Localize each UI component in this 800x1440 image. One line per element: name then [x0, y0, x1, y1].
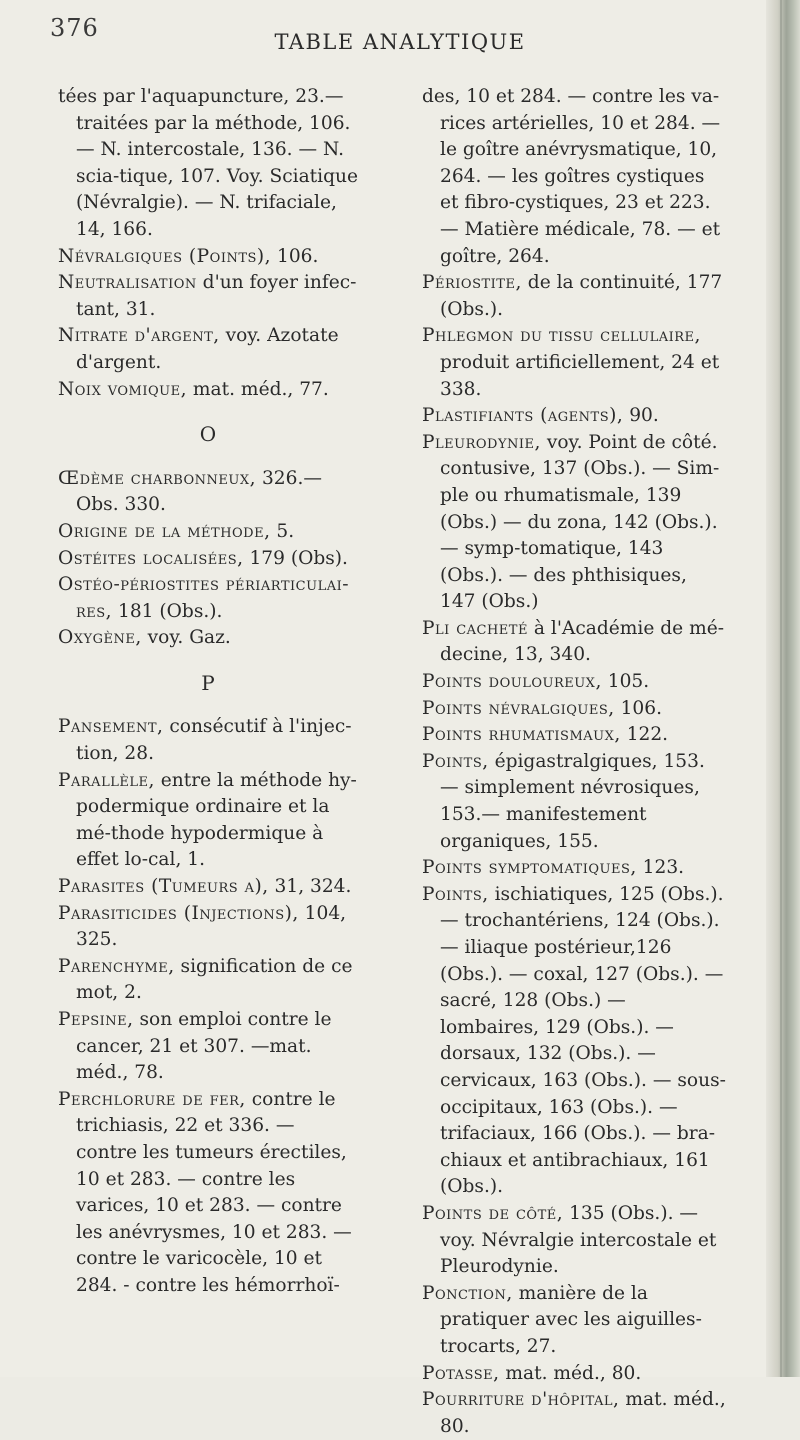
entry-text: 135 (Obs.). — voy. Névralgie intercostale et Pleurodynie. — [440, 1202, 717, 1278]
index-entry — [422, 1361, 727, 1388]
index-entry — [422, 696, 727, 723]
entry-text: 106. — [614, 697, 662, 719]
index-entry — [58, 714, 358, 767]
entry-heading: Points douloureux, — [422, 671, 602, 693]
entry-text: 90. — [623, 405, 659, 427]
entry-heading: Ostéites localisées, — [58, 547, 244, 569]
entry-text: à l'Académie de mé-decine, 13, 340. — [440, 617, 724, 666]
entry-text: 122. — [620, 724, 669, 746]
entry-text: voy. Azotate d'argent. — [76, 325, 339, 373]
page-edge-line — [780, 0, 782, 1377]
entry-text: mat. méd., 80. — [440, 1389, 726, 1437]
entry-heading: Névralgiques (Points), — [58, 245, 272, 267]
index-entry — [422, 403, 727, 430]
entry-heading: Potasse, — [422, 1362, 500, 1384]
entry-heading: Pourriture d'hôpital, — [422, 1389, 620, 1411]
index-entry — [58, 519, 358, 546]
entry-heading: Origine de la méthode, — [58, 520, 271, 542]
entry-heading: Neutralisation — [58, 272, 197, 294]
entry-heading: Ponction, — [422, 1282, 513, 1304]
index-entry — [422, 855, 727, 882]
running-head: TABLE ANALYTIQUE — [274, 30, 526, 54]
entry-text: d'un foyer infec-tant, 31. — [76, 272, 357, 320]
entry-text: ischiatiques, 125 (Obs.). — trochantériens, 124 (Obs.). — iliaque postérieur,126 (Obs.). — coxal, 127 (Obs.). — sacré, 128 (Obs.) — lombaires, 129 (Obs.). — dorsaux, 132 (Obs.). — cervicaux, 163 (Obs.). — sous-occipitaux, 163 (Obs.). — trifaciaux, 166 (Obs.). — bra-chiaux et antibrachiaux, 161 (Obs.). — [440, 883, 726, 1198]
entry-text: des, 10 et 284. — contre les va-rices artérielles, 10 et 284. — le goître anévrysmatique, 10, 264. — les goîtres cystiques et fibro-cystiques, 23 et 223. — Matière médicale, 78. — et goître, 264. — [422, 86, 721, 267]
entry-heading: Pleurodynie, — [422, 431, 541, 453]
section-letter: P — [201, 670, 215, 695]
entry-heading: Pansement, — [58, 716, 164, 738]
index-entry — [422, 84, 727, 270]
entry-text: 123. — [636, 857, 685, 879]
index-entry — [422, 616, 727, 669]
entry-heading: Plastifiants (agents), — [422, 405, 624, 427]
entry-heading: Parallèle, — [58, 769, 155, 791]
entry-text: produit artificiellement, 24 et 338. — [440, 351, 720, 400]
index-entry — [58, 84, 358, 244]
index-entry — [58, 901, 358, 954]
entry-heading: Points de côté, — [422, 1202, 564, 1224]
entry-heading: Ostéo-périostites périarticulai-res, — [58, 574, 350, 622]
entry-heading: Parasites (Tumeurs a), — [58, 876, 269, 898]
entry-heading: Parenchyme, — [58, 955, 175, 977]
index-entry — [58, 466, 358, 519]
index-entry — [58, 1007, 358, 1087]
entry-heading: Perchlorure de fer, — [58, 1088, 246, 1110]
index-entry — [422, 882, 727, 1201]
entry-text: mat. méd., 80. — [499, 1362, 642, 1384]
index-entry — [422, 323, 727, 403]
entry-heading: Points, — [422, 883, 489, 905]
index-entry — [58, 323, 358, 376]
entry-heading: Pepsine, — [58, 1009, 134, 1030]
index-entry — [58, 1087, 358, 1300]
index-entry — [422, 430, 727, 616]
entry-heading: Nitrate d'argent, — [58, 325, 220, 347]
index-entry — [422, 1387, 727, 1440]
entry-text: mat. méd., 77. — [187, 378, 329, 400]
index-entry — [422, 749, 727, 855]
index-entry — [422, 1201, 727, 1281]
entry-text: 326.— Obs. 330. — [76, 467, 322, 516]
entry-heading: Pli cacheté — [422, 617, 528, 639]
entry-text: 105. — [601, 671, 650, 693]
entry-heading: Œdème charbonneux, — [58, 467, 257, 489]
index-entry — [58, 377, 358, 404]
entry-heading: Parasiticides (Injections), — [58, 902, 299, 924]
entry-heading: Périostite, — [422, 272, 522, 294]
entry-text: 181 (Obs.). — [112, 600, 223, 622]
entry-text: 5. — [270, 520, 295, 542]
section-letter: O — [199, 422, 217, 447]
entry-text: voy. Point de côté. contusive, 137 (Obs.). — Sim-ple ou rhumatismale, 139 (Obs.) — du zona, 142 (Obs.).— symp-tomatique, 143 (Obs.). — des phthisiques, 147 (Obs.) — [440, 431, 720, 613]
index-entry — [58, 625, 358, 652]
entry-text: tées par l'aquapuncture, 23.— traitées par la méthode, 106. — N. intercostale, 136. — N. scia-tique, 107. Voy. Sciatique (Névralgie). — N. trifaciale, 14, 166. — [58, 86, 358, 240]
entry-heading: Points névralgiques, — [422, 697, 615, 719]
right-column — [422, 84, 727, 1440]
index-entry — [58, 270, 358, 323]
entry-heading: Phlegmon du tissu cellulaire, — [422, 325, 701, 347]
entry-text: 106. — [271, 245, 319, 267]
entry-heading: Points, — [422, 750, 489, 772]
entry-text: 31, 324. — [268, 876, 352, 898]
entry-heading: Points symptomatiques, — [422, 857, 637, 879]
entry-text: signification de ce mot, 2. — [76, 955, 353, 1004]
entry-text: manière de la pratiquer avec les aiguilles-trocarts, 27. — [440, 1282, 702, 1357]
index-entry — [58, 244, 358, 271]
page-edge — [766, 0, 800, 1377]
entry-text: contre le trichiasis, 22 et 336. — contre les tumeurs érectiles, 10 et 283. — contre les varices, 10 et 283. — contre les anévrysmes, 10 et 283. — contre le varicocèle, 10 et 284. - contre les hémorrhoï- — [76, 1088, 352, 1296]
entry-text: 104, 325. — [76, 902, 347, 951]
entry-text: son emploi contre le cancer, 21 et 307. —mat. méd., 78. — [76, 1009, 332, 1084]
page-number: 376 — [50, 14, 99, 42]
index-entry — [58, 874, 358, 901]
index-entry — [422, 1281, 727, 1361]
index-entry — [58, 954, 358, 1007]
entry-heading: Noix vomique, — [58, 378, 188, 400]
entry-heading: Oxygène, — [58, 627, 142, 649]
left-column — [58, 84, 358, 1300]
index-entry — [58, 572, 358, 625]
entry-text: épigastralgiques, 153. — simplement névrosiques, 153.— manifestement organiques, 155. — [440, 750, 705, 852]
index-entry — [58, 768, 358, 874]
entry-text: de la continuité, 177 (Obs.). — [440, 272, 723, 320]
index-entry — [422, 270, 727, 323]
entry-text: voy. Gaz. — [141, 627, 231, 649]
entry-text: entre la méthode hy-podermique ordinaire et la mé-thode hypodermique à effet lo-cal, 1. — [76, 769, 357, 871]
index-entry — [422, 722, 727, 749]
entry-heading: Points rhumatismaux, — [422, 724, 621, 746]
index-entry — [58, 546, 358, 573]
entry-text: 179 (Obs). — [243, 547, 348, 569]
entry-text: consécutif à l'injec-tion, 28. — [76, 716, 352, 765]
index-entry — [422, 669, 727, 696]
